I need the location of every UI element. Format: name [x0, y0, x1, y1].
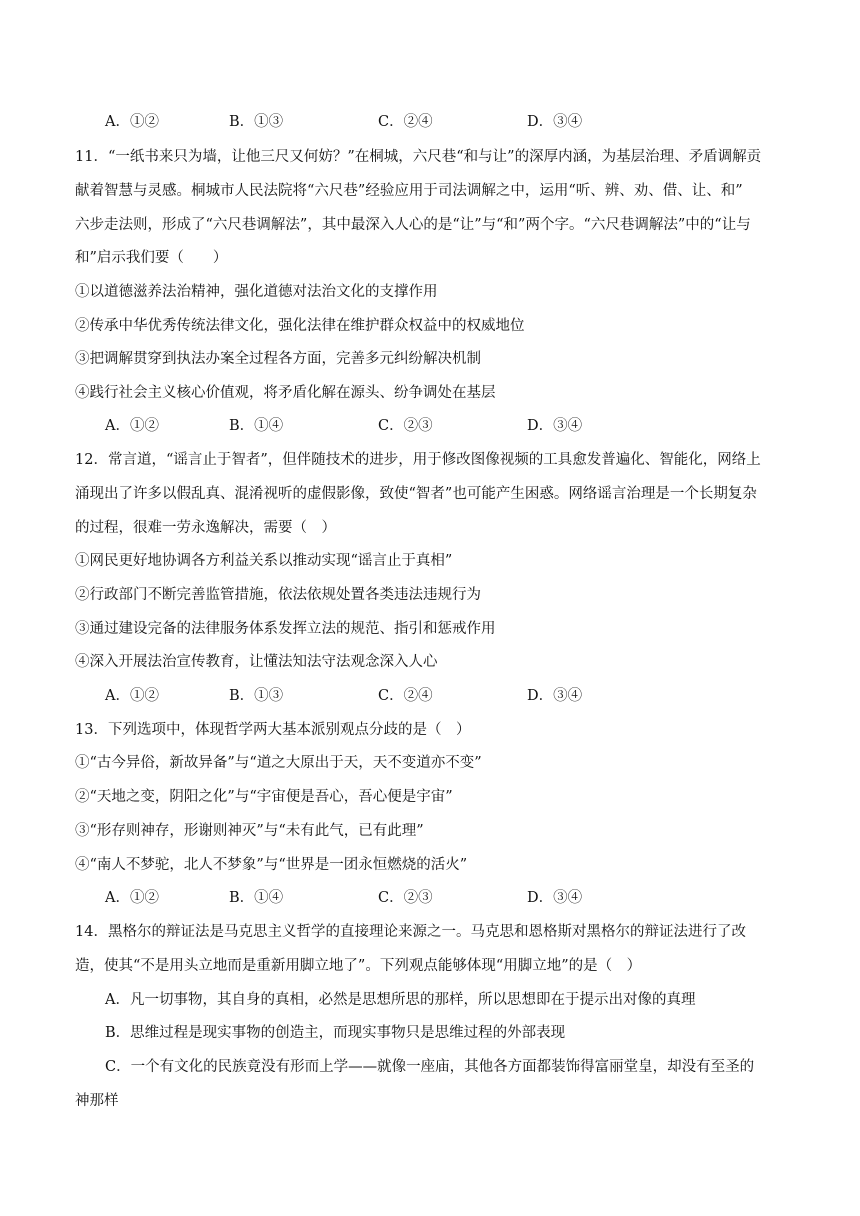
q12-item-3: ③通过建设完备的法律服务体系发挥立法的规范、指引和惩戒作用	[75, 621, 496, 637]
q10-option-c[interactable]: C．②④	[378, 114, 433, 130]
q12-option-a[interactable]: A．①②	[105, 688, 159, 704]
q11-stem-line: 11．“一纸书来只为墙，让他三尺又何妨？”在桐城，六尺巷“和与让”的深厚内涵，为基层治理、矛盾调解贡	[75, 149, 762, 165]
q10-options	[105, 112, 665, 132]
q13-option-c[interactable]: C．②③	[378, 890, 433, 906]
q11-item-2: ②传承中华优秀传统法律文化，强化法律在维护群众权益中的权威地位	[75, 318, 525, 334]
q11-options	[105, 416, 665, 436]
q11-stem-line: 和”启示我们要（ ）	[75, 250, 228, 266]
q14-choice-a[interactable]: A．凡一切事物，其自身的真相，必然是思想所思的那样，所以思想即在于提示出对像的真理	[105, 992, 696, 1008]
q11-item-1: ①以道德滋养法治精神，强化道德对法治文化的支撑作用	[75, 284, 438, 300]
q12-stem-line: 涌现出了许多以假乱真、混淆视听的虚假影像，致使“智者”也可能产生困惑。网络谣言治理是一个长期复杂	[75, 486, 757, 502]
q11-option-a[interactable]: A．①②	[105, 418, 159, 434]
q12-option-c[interactable]: C．②④	[378, 688, 433, 704]
q13-item-4: ④“南人不梦驼，北人不梦象”与“世界是一团永恒燃烧的活火”	[75, 857, 468, 873]
q11-option-b[interactable]: B．①④	[229, 418, 284, 434]
q10-option-b[interactable]: B．①③	[229, 114, 284, 130]
q12-option-b[interactable]: B．①③	[229, 688, 284, 704]
q14-stem-line: 造，使其“不是用头立地而是重新用脚立地了”。下列观点能够体现“用脚立地”的是（ ）	[75, 958, 642, 974]
q11-option-c[interactable]: C．②③	[378, 418, 433, 434]
q10-option-d[interactable]: D．③④	[527, 114, 583, 130]
q12-option-d[interactable]: D．③④	[527, 688, 583, 704]
q13-item-1: ①“古今异俗，新故异备”与“道之大原出于天，天不变道亦不变”	[75, 755, 482, 771]
q11-stem-line: 献着智慧与灵感。桐城市人民法院将“六尺巷”经验应用于司法调解之中，运用“听、辨、劝、借、让、和”	[75, 183, 743, 199]
q13-option-d[interactable]: D．③④	[527, 890, 583, 906]
q11-item-3: ③把调解贯穿到执法办案全过程各方面，完善多元纠纷解决机制	[75, 351, 481, 367]
q14-choice-b[interactable]: B．思维过程是现实事物的创造主，而现实事物只是思维过程的外部表现	[105, 1025, 566, 1041]
q12-stem-line: 12．常言道，“谣言止于智者”，但伴随技术的进步，用于修改图像视频的工具愈发普遍化、智能化，网络上	[75, 452, 761, 468]
q12-item-4: ④深入开展法治宣传教育，让懂法知法守法观念深入人心	[75, 654, 438, 670]
q13-item-2: ②“天地之变，阴阳之化”与“宇宙便是吾心，吾心便是宇宙”	[75, 789, 453, 805]
q12-item-2: ②行政部门不断完善监管措施，依法依规处置各类违法违规行为	[75, 587, 481, 603]
q13-option-b[interactable]: B．①④	[229, 890, 284, 906]
q13-item-3: ③“形存则神存，形谢则神灭”与“未有此气，已有此理”	[75, 823, 424, 839]
q14-choice-c-continued: 神那样	[75, 1093, 119, 1109]
q14-choice-c[interactable]: C．一个有文化的民族竟没有形而上学——就像一座庙，其他各方面都装饰得富丽堂皇，却没有至圣的	[105, 1059, 755, 1075]
q13-options	[105, 888, 665, 908]
q11-stem-line: 六步走法则，形成了“六尺巷调解法”，其中最深入人心的是“让”与“和”两个字。“六尺巷调解法”中的“让与	[75, 217, 751, 233]
q14-stem-line: 14．黑格尔的辩证法是马克思主义哲学的直接理论来源之一。马克思和恩格斯对黑格尔的辩证法进行了改	[75, 924, 746, 940]
q13-option-a[interactable]: A．①②	[105, 890, 159, 906]
q10-option-a[interactable]: A．①②	[105, 114, 159, 130]
q11-option-d[interactable]: D．③④	[527, 418, 583, 434]
q12-options	[105, 686, 665, 706]
q11-item-4: ④践行社会主义核心价值观，将矛盾化解在源头、纷争调处在基层	[75, 385, 496, 401]
q13-stem-line: 13．下列选项中，体现哲学两大基本派别观点分歧的是（ ）	[75, 722, 471, 738]
q12-stem-line: 的过程，很难一劳永逸解决，需要（ ）	[75, 520, 336, 536]
q12-item-1: ①网民更好地协调各方利益关系以推动实现“谣言止于真相”	[75, 553, 453, 569]
